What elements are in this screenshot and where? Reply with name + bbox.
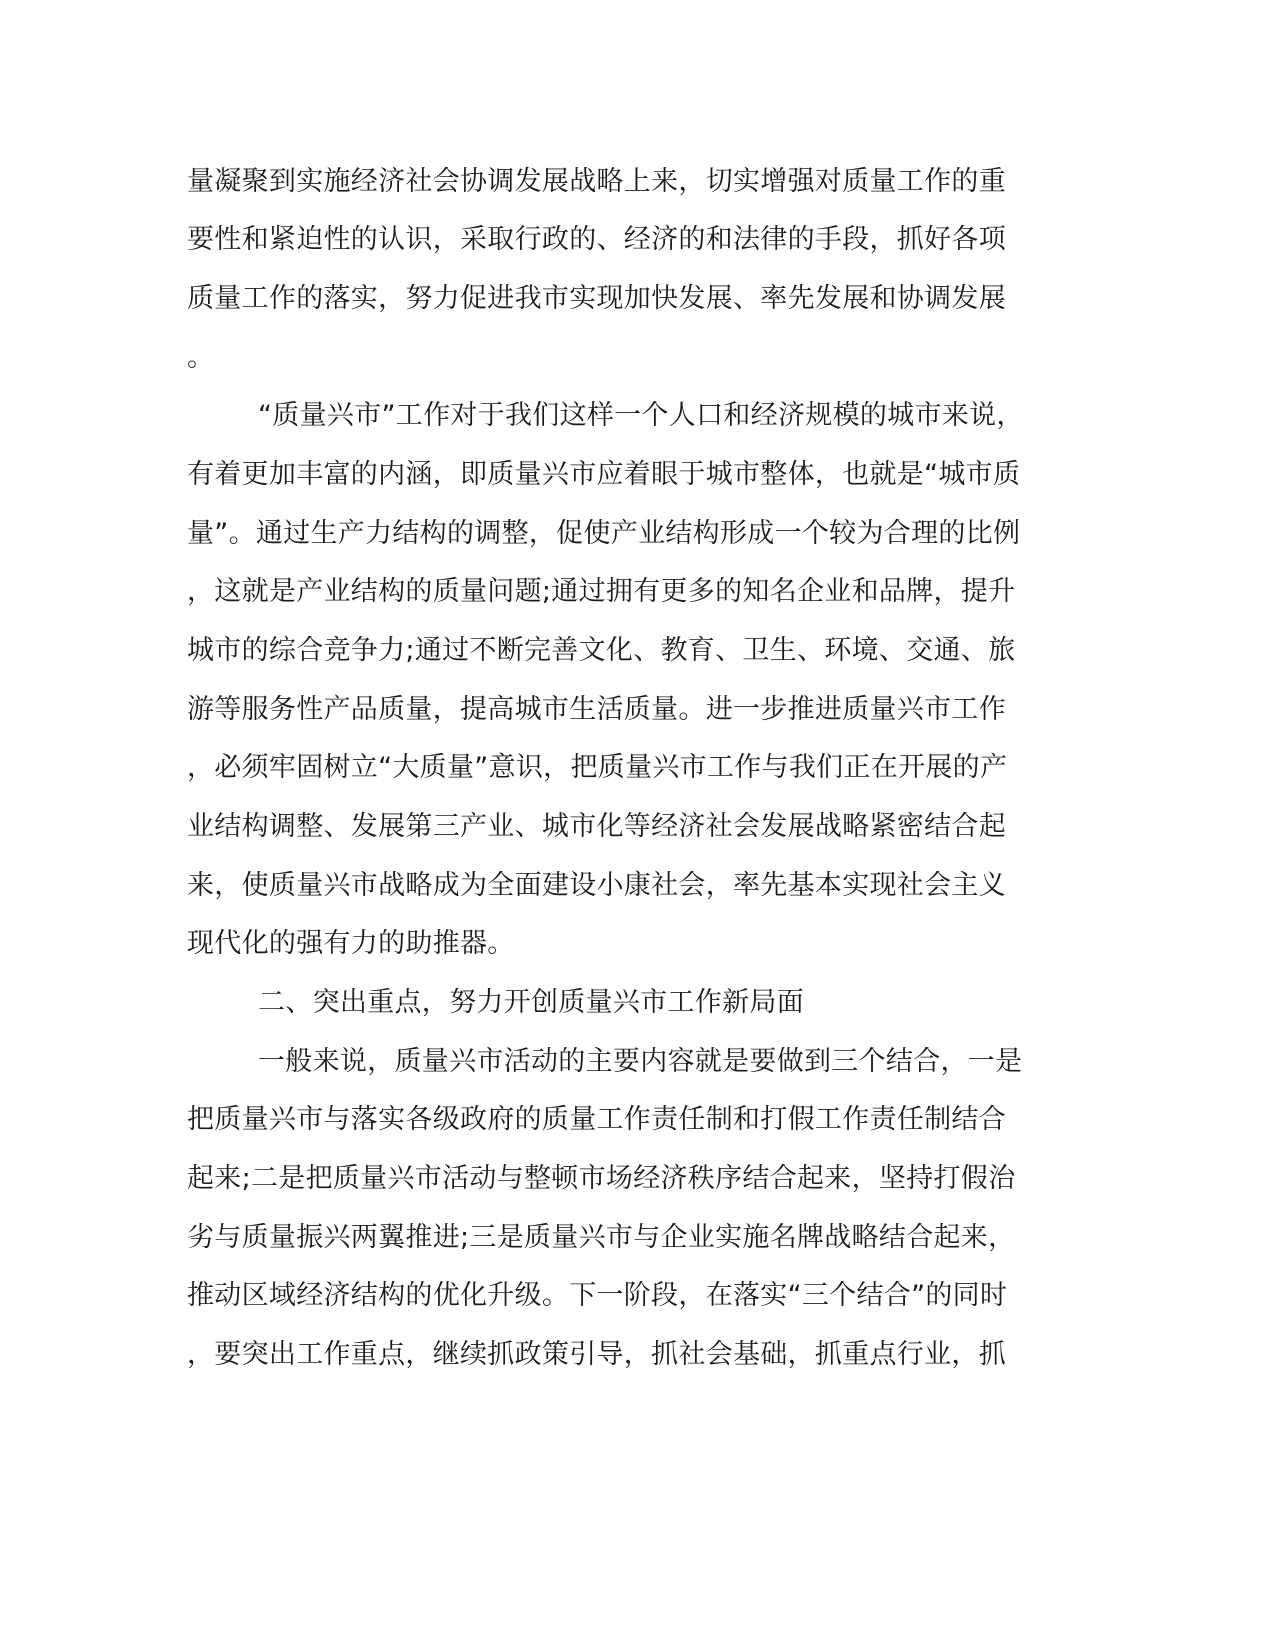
paragraph-line: 质量工作的落实，努力促进我市实现加快发展、率先发展和协调发展 <box>187 283 1006 314</box>
paragraph-line: 一般来说，质量兴市活动的主要内容就是要做到三个结合，一是 <box>258 1046 1023 1077</box>
paragraph-line: 起来;二是把质量兴市活动与整顿市场经济秩序结合起来，坚持打假治 <box>187 1163 1016 1194</box>
paragraph-line: 来，使质量兴市战略成为全面建设小康社会，率先基本实现社会主义 <box>187 870 1006 901</box>
section-heading: 二、突出重点，努力开创质量兴市工作新局面 <box>258 987 804 1018</box>
paragraph-line: 城市的综合竞争力;通过不断完善文化、教育、卫生、环境、交通、旅 <box>187 635 1016 666</box>
paragraph-line: 现代化的强有力的助推器。 <box>187 928 515 959</box>
paragraph-line: 要性和紧迫性的认识，采取行政的、经济的和法律的手段，抓好各项 <box>187 224 1006 255</box>
paragraph-line: “质量兴市”工作对于我们这样一个人口和经济规模的城市来说， <box>258 400 1024 431</box>
paragraph-line: ，这就是产业结构的质量问题;通过拥有更多的知名企业和品牌，提升 <box>187 576 1016 607</box>
paragraph-line: 把质量兴市与落实各级政府的质量工作责任制和打假工作责任制结合 <box>187 1104 1006 1135</box>
paragraph-line: ，必须牢固树立“大质量”意识，把质量兴市工作与我们正在开展的产 <box>187 752 1008 783</box>
paragraph-line: 有着更加丰富的内涵，即质量兴市应着眼于城市整体，也就是“城市质 <box>187 459 1021 490</box>
paragraph-line: 量”。通过生产力结构的调整，促使产业结构形成一个较为合理的比例 <box>187 518 1021 549</box>
paragraph-line: 劣与质量振兴两翼推进;三是质量兴市与企业实施名牌战略结合起来， <box>187 1222 1016 1253</box>
paragraph-line: 推动区域经济结构的优化升级。下一阶段，在落实“三个结合”的同时 <box>187 1280 1008 1311</box>
paragraph-line: 。 <box>187 342 215 373</box>
paragraph-line: 游等服务性产品质量，提高城市生活质量。进一步推进质量兴市工作 <box>187 694 1006 725</box>
paragraph-line: 量凝聚到实施经济社会协调发展战略上来，切实增强对质量工作的重 <box>187 166 1006 197</box>
paragraph-line: 业结构调整、发展第三产业、城市化等经济社会发展战略紧密结合起 <box>187 811 1006 842</box>
paragraph-line: ，要突出工作重点，继续抓政策引导，抓社会基础，抓重点行业，抓 <box>187 1339 1006 1370</box>
